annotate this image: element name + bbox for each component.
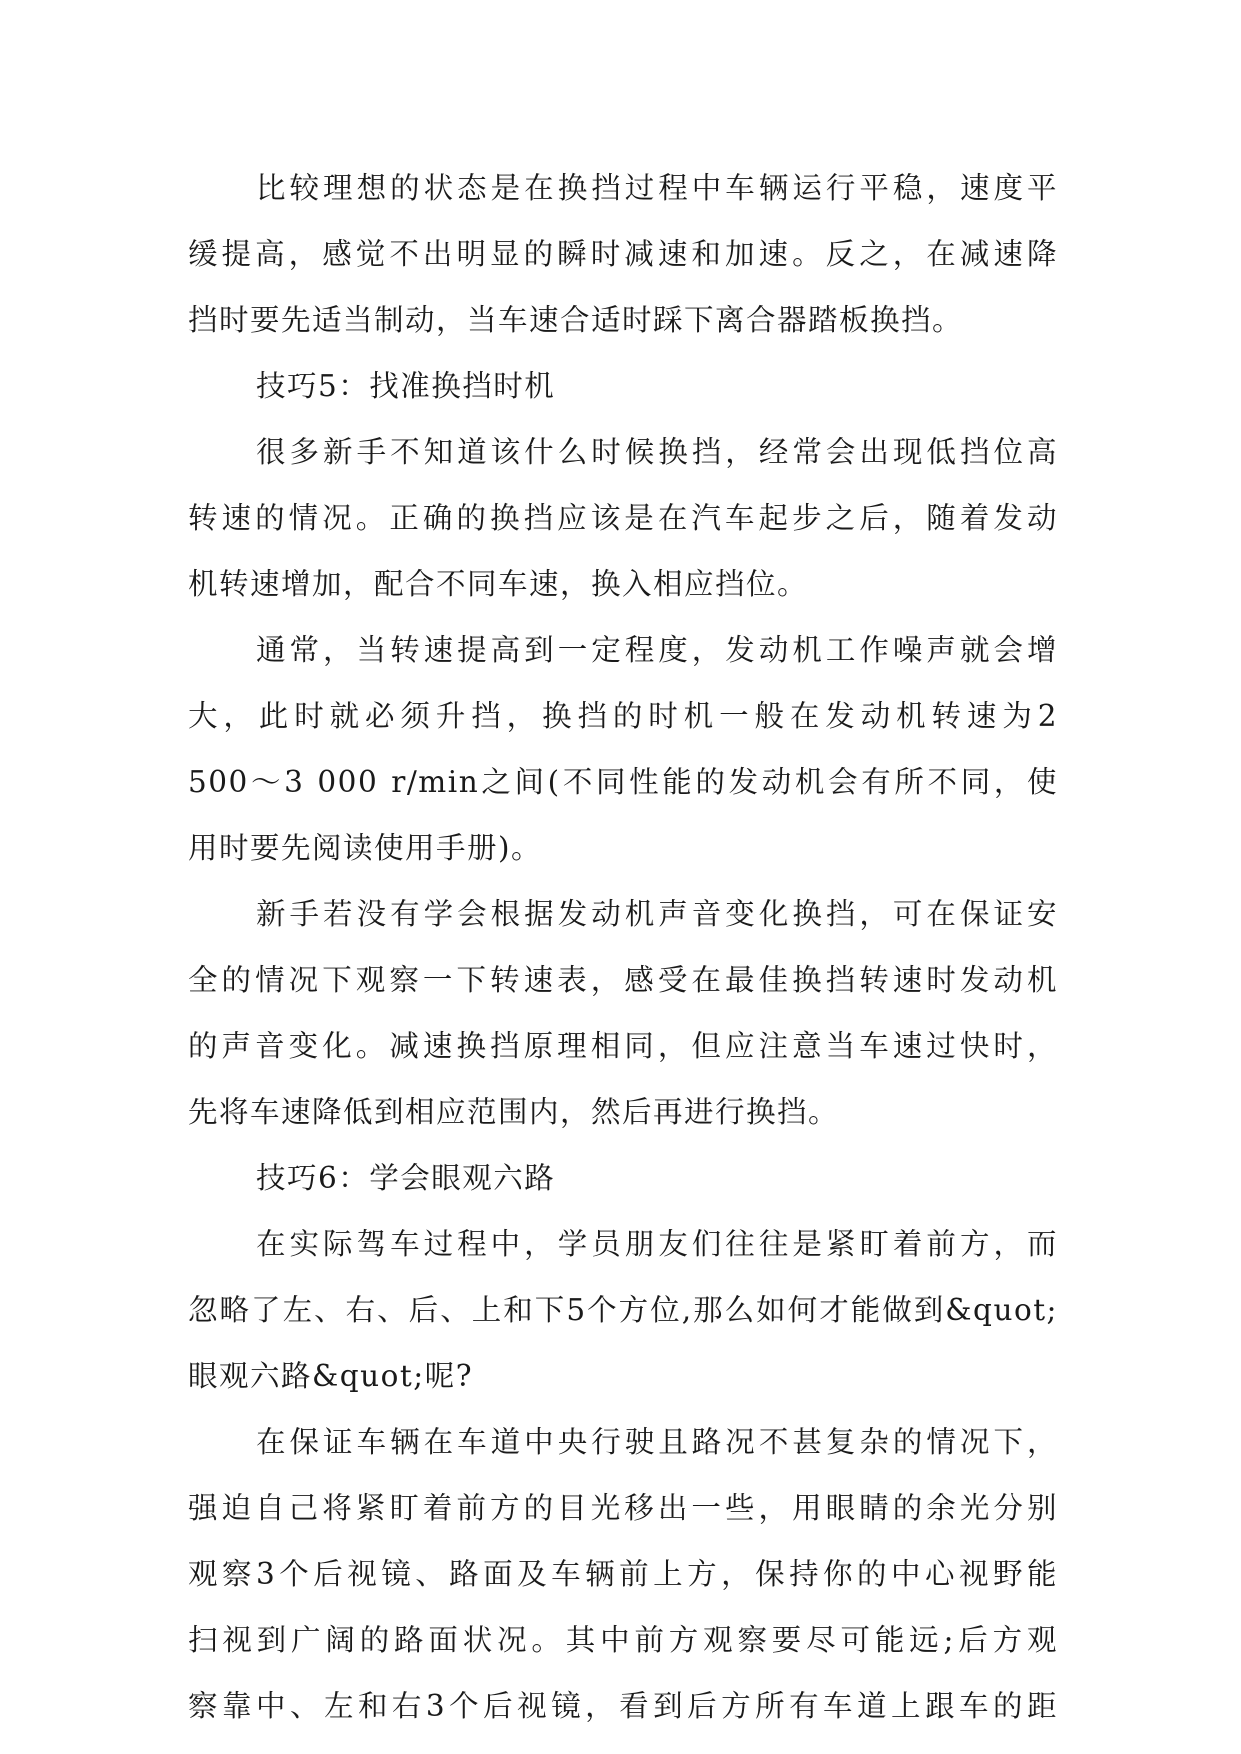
text-line: 新手若没有学会根据发动机声音变化换挡，可在保证安 — [256, 897, 1058, 931]
text-line: 很多新手不知道该什么时候换挡，经常会出现低挡位高 — [256, 435, 1058, 469]
text-line: 察靠中、左和右3个后视镜，看到后方所有车道上跟车的距 — [188, 1689, 1058, 1723]
text-line: 忽略了左、右、后、上和下5个方位,那么如何才能做到&quot; — [188, 1293, 1058, 1327]
text-line: 扫视到广阔的路面状况。其中前方观察要尽可能远;后方观 — [188, 1623, 1058, 1657]
text-line: 500～3 000 r/min之间(不同性能的发动机会有所不同，使 — [188, 765, 1058, 799]
text-line: 观察3个后视镜、路面及车辆前上方，保持你的中心视野能 — [188, 1557, 1058, 1591]
text-line: 全的情况下观察一下转速表，感受在最佳换挡转速时发动机 — [188, 963, 1058, 997]
text-line: 用时要先阅读使用手册)。 — [188, 831, 543, 865]
text-line: 的声音变化。减速换挡原理相同，但应注意当车速过快时， — [188, 1029, 1058, 1063]
text-line: 在实际驾车过程中，学员朋友们往往是紧盯着前方，而 — [256, 1227, 1058, 1261]
text-line: 强迫自己将紧盯着前方的目光移出一些，用眼睛的余光分别 — [188, 1491, 1058, 1525]
document-page — [188, 155, 1058, 1739]
text-line: 机转速增加，配合不同车速，换入相应挡位。 — [188, 567, 809, 601]
text-line: 先将车速降低到相应范围内，然后再进行换挡。 — [188, 1095, 840, 1129]
text-line: 通常，当转速提高到一定程度，发动机工作噪声就会增 — [256, 633, 1058, 667]
section-heading: 技巧6：学会眼观六路 — [256, 1161, 556, 1195]
text-line: 挡时要先适当制动，当车速合适时踩下离合器踏板换挡。 — [188, 303, 964, 337]
text-line: 比较理想的状态是在换挡过程中车辆运行平稳，速度平 — [256, 171, 1058, 205]
text-line: 眼观六路&quot;呢? — [188, 1359, 474, 1393]
text-line: 在保证车辆在车道中央行驶且路况不甚复杂的情况下， — [256, 1425, 1058, 1459]
text-line: 大，此时就必须升挡，换挡的时机一般在发动机转速为2 — [188, 699, 1058, 733]
text-line: 缓提高，感觉不出明显的瞬时减速和加速。反之，在减速降 — [188, 237, 1058, 271]
section-heading: 技巧5：找准换挡时机 — [256, 369, 556, 403]
text-line: 转速的情况。正确的换挡应该是在汽车起步之后，随着发动 — [188, 501, 1058, 535]
